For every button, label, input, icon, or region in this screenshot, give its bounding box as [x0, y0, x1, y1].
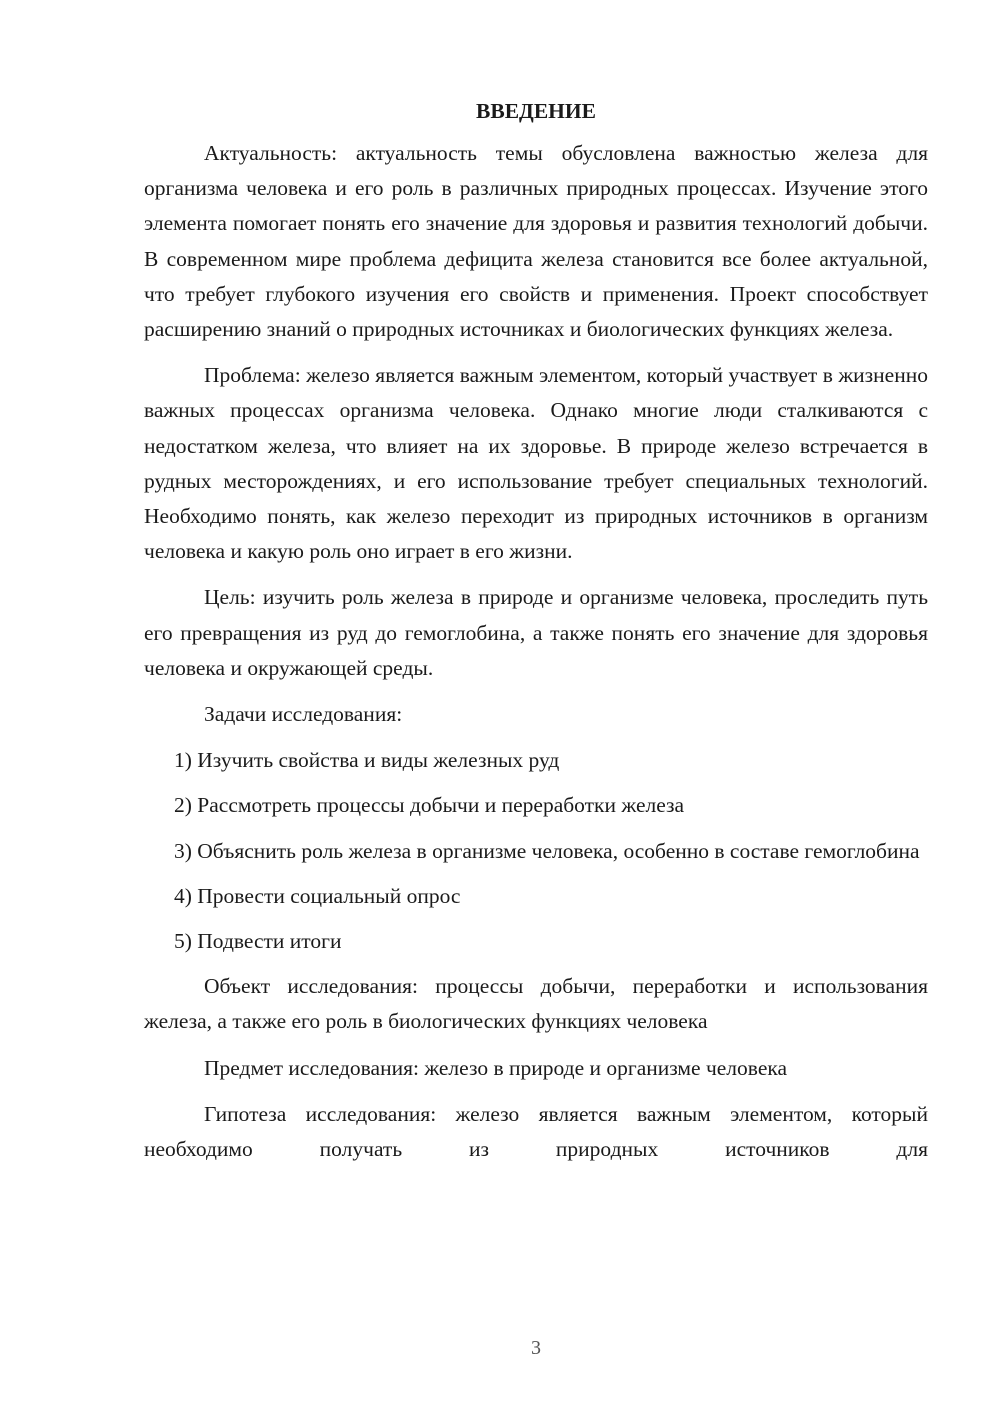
task-item-5: 5) Подвести итоги	[174, 929, 342, 954]
task-item-4: 4) Провести социальный опрос	[174, 883, 461, 908]
paragraph-relevance: Актуальность: актуальность темы обусловлена важностью железа для организма человека и его роль в различных природных процессах. Изучение этого элемента помогает понять его значение для здоровья и развития технологий добычи. В современном мире проблема дефицита железа становится все более актуальной, что требует глубокого изучения его свойств и применения. Проект способствует расширению знаний о природных источниках и биологических функциях железа.	[144, 141, 928, 342]
section-title: ВВЕДЕНИЕ	[476, 99, 596, 123]
paragraph-subject: Предмет исследования: железо в природе и организме человека	[204, 1055, 788, 1080]
page-number: 3	[531, 1337, 541, 1359]
document-body	[144, 94, 928, 1178]
task-item-1: 1) Изучить свойства и виды железных руд	[174, 748, 560, 773]
paragraph-object: Объект исследования: процессы добычи, переработки и использования железа, а также его роль в биологических функциях человека	[144, 974, 928, 1034]
paragraph-problem: Проблема: железо является важным элементом, который участвует в жизненно важных процессах организма человека. Однако многие люди сталкиваются с недостатком железа, что влияет на их здоровье. В природе железо встречается в рудных месторождениях, и его использование требует специальных технологий. Необходимо понять, как железо переходит из природных источников в организм человека и какую роль оно играет в его жизни.	[144, 363, 928, 564]
paragraph-hypothesis: Гипотеза исследования: железо является важным элементом, который необходимо получать из природных источников для	[144, 1101, 928, 1162]
task-item-2: 2) Рассмотреть процессы добычи и переработки железа	[174, 793, 685, 818]
task-item-3: 3) Объяснить роль железа в организме человека, особенно в составе гемоглобина	[174, 838, 920, 863]
paragraph-goal: Цель: изучить роль железа в природе и организме человека, проследить путь его превращения из руд до гемоглобина, а также понять его значение для здоровья человека и окружающей среды.	[144, 585, 928, 680]
tasks-heading: Задачи исследования:	[204, 702, 403, 727]
